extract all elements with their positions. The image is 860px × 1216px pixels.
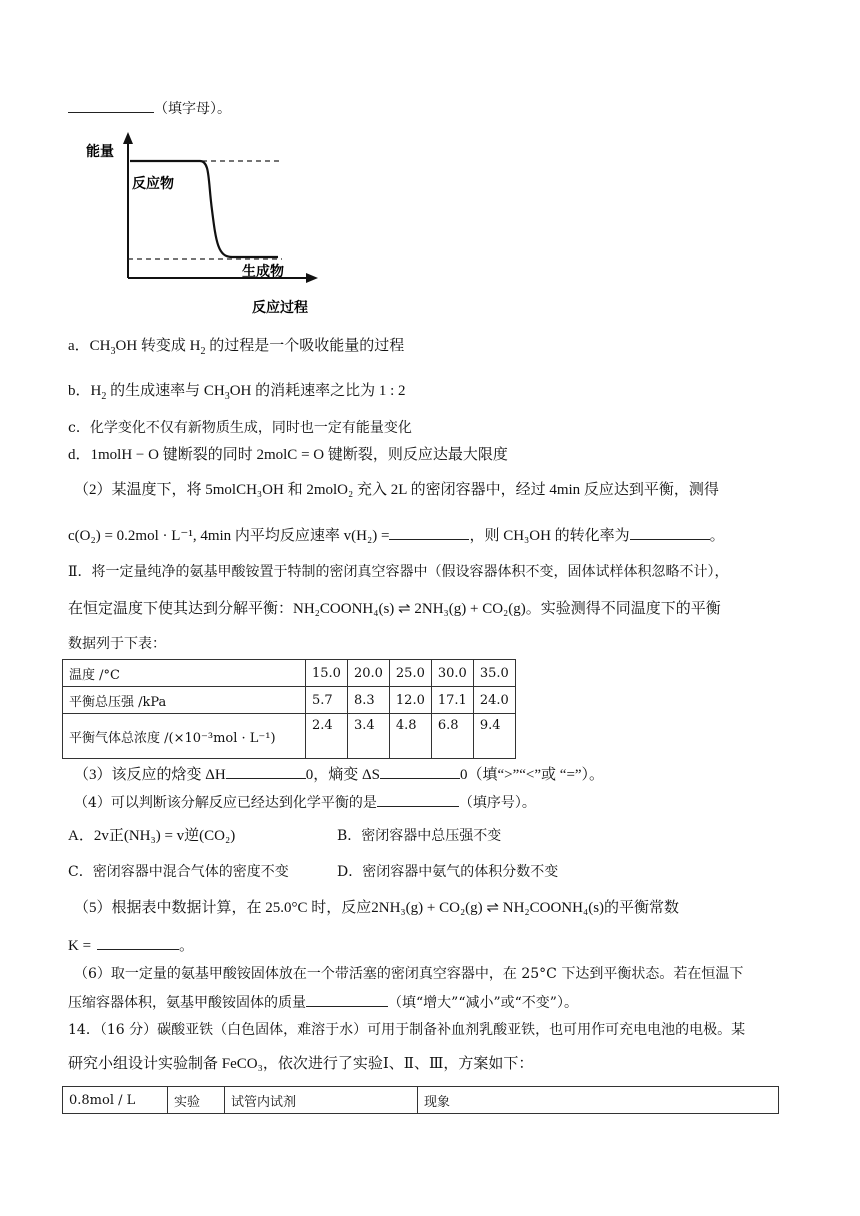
- table-row: 平衡总压强 /kPa 5.7 8.3 12.0 17.1 24.0: [63, 687, 516, 714]
- conversion-blank[interactable]: [630, 525, 710, 540]
- q4-answer-blank[interactable]: [377, 792, 459, 807]
- option-b: b．$H_2$ 的生成速率与 $CH_3OH$ 的消耗速率之比为 1 : 2: [68, 383, 406, 402]
- option-d: d．1molH − O 键断裂的同时 2molC = O 键断裂，则反应达最大限度: [68, 447, 508, 463]
- part2-line3: 数据列于下表：: [68, 636, 166, 652]
- option-a: a．$CH_3OH$ 转变成 $H_2$ 的过程是一个吸收能量的过程: [68, 338, 405, 357]
- enthalpy-blank[interactable]: [226, 764, 306, 779]
- y-axis-arrow: [123, 132, 133, 144]
- entropy-blank[interactable]: [380, 764, 460, 779]
- energy-diagram: [82, 130, 322, 320]
- experiment-table: [62, 1086, 779, 1114]
- q4-option-C: C．密闭容器中混合气体的密度不变: [68, 864, 289, 880]
- rate-blank[interactable]: [389, 525, 469, 540]
- q2-line1: （2）某温度下，将 5molCH₃OH 和 2molO₂ 充入 2L 的密闭容器中，经过 4min 反应达到平衡，测得: [74, 482, 719, 498]
- q4-option-D: D．密闭容器中氨气的体积分数不变: [337, 864, 559, 880]
- q4-line: （4）可以判断该分解反应已经达到化学平衡的是 （填序号）。: [74, 792, 536, 813]
- answer-blank[interactable]: [68, 98, 154, 113]
- table-row: 温度 /°C 15.0 20.0 25.0 30.0 35.0: [63, 660, 516, 687]
- q3-line: （3）该反应的焓变 ΔH 0，熵变 ΔS 0（填“>”“<”或 “=”）。: [74, 764, 604, 785]
- q2-line2: c(O₂) = 0.2mol · L⁻¹, 4min 内平均反应速率 v(H₂) = ，则 CH₃OH 的转化率为 。: [68, 525, 725, 546]
- synthesis-equation: 2NH₃(g) + CO₂(g) ⇌ NH₂COONH₄(s): [371, 900, 605, 916]
- q5-line2: K = 。: [68, 935, 194, 956]
- table-row: 0.8mol / L 实验 试管内试剂 现象: [63, 1087, 779, 1114]
- q4-option-A: A．2v正(NH₃) = v逆(CO₂): [68, 828, 236, 844]
- fill-prompt-line: （填字母）。: [68, 98, 231, 119]
- table-row: 平衡气体总浓度 /(×10⁻³mol · L⁻¹) 2.4 3.4 4.8 6.8 9.4: [63, 714, 516, 759]
- x-axis-arrow: [306, 273, 318, 283]
- decomposition-equation: NH₂COONH₄(s) ⇌ 2NH₃(g) + CO₂(g): [293, 601, 526, 617]
- part2-line2: 在恒定温度下使其达到分解平衡：NH₂COONH₄(s) ⇌ 2NH₃(g) + CO₂(g)。实验测得不同温度下的平衡: [68, 601, 721, 617]
- product-label: 生成物: [242, 264, 284, 280]
- x-axis-label: 反应过程: [252, 300, 308, 316]
- q14-line1: 14．（16 分）碳酸亚铁（白色固体，难溶于水）可用于制备补血剂乳酸亚铁，也可用作可充电电池的电极。某: [68, 1022, 746, 1038]
- y-axis-label: 能量: [86, 144, 114, 160]
- q6-line1: （6）取一定量的氨基甲酸铵固体放在一个带活塞的密闭真空容器中，在 25°C 下达到平衡状态。若在恒温下: [74, 966, 744, 982]
- mass-blank[interactable]: [306, 992, 388, 1007]
- part2-line1: Ⅱ．将一定量纯净的氨基甲酸铵置于特制的密闭真空容器中（假设容器体积不变，固体试样体积忽略不计），: [68, 564, 729, 580]
- q6-line2: 压缩容器体积，氨基甲酸铵固体的质量 （填“增大”“减小”或“不变”）。: [68, 992, 578, 1013]
- q5-line1: （5）根据表中数据计算，在 25.0°C 时，反应2NH₃(g) + CO₂(g) ⇌ NH₂COONH₄(s)的平衡常数: [74, 900, 680, 916]
- equilibrium-data-table: [62, 659, 516, 759]
- k-blank[interactable]: [97, 935, 179, 950]
- q14-line2: 研究小组设计实验制备 FeCO₃，依次进行了实验Ⅰ、Ⅱ、Ⅲ，方案如下：: [68, 1056, 534, 1072]
- reactant-label: 反应物: [132, 176, 174, 192]
- option-c: c．化学变化不仅有新物质生成，同时也一定有能量变化: [68, 420, 412, 436]
- q4-option-B: B．密闭容器中总压强不变: [337, 828, 502, 844]
